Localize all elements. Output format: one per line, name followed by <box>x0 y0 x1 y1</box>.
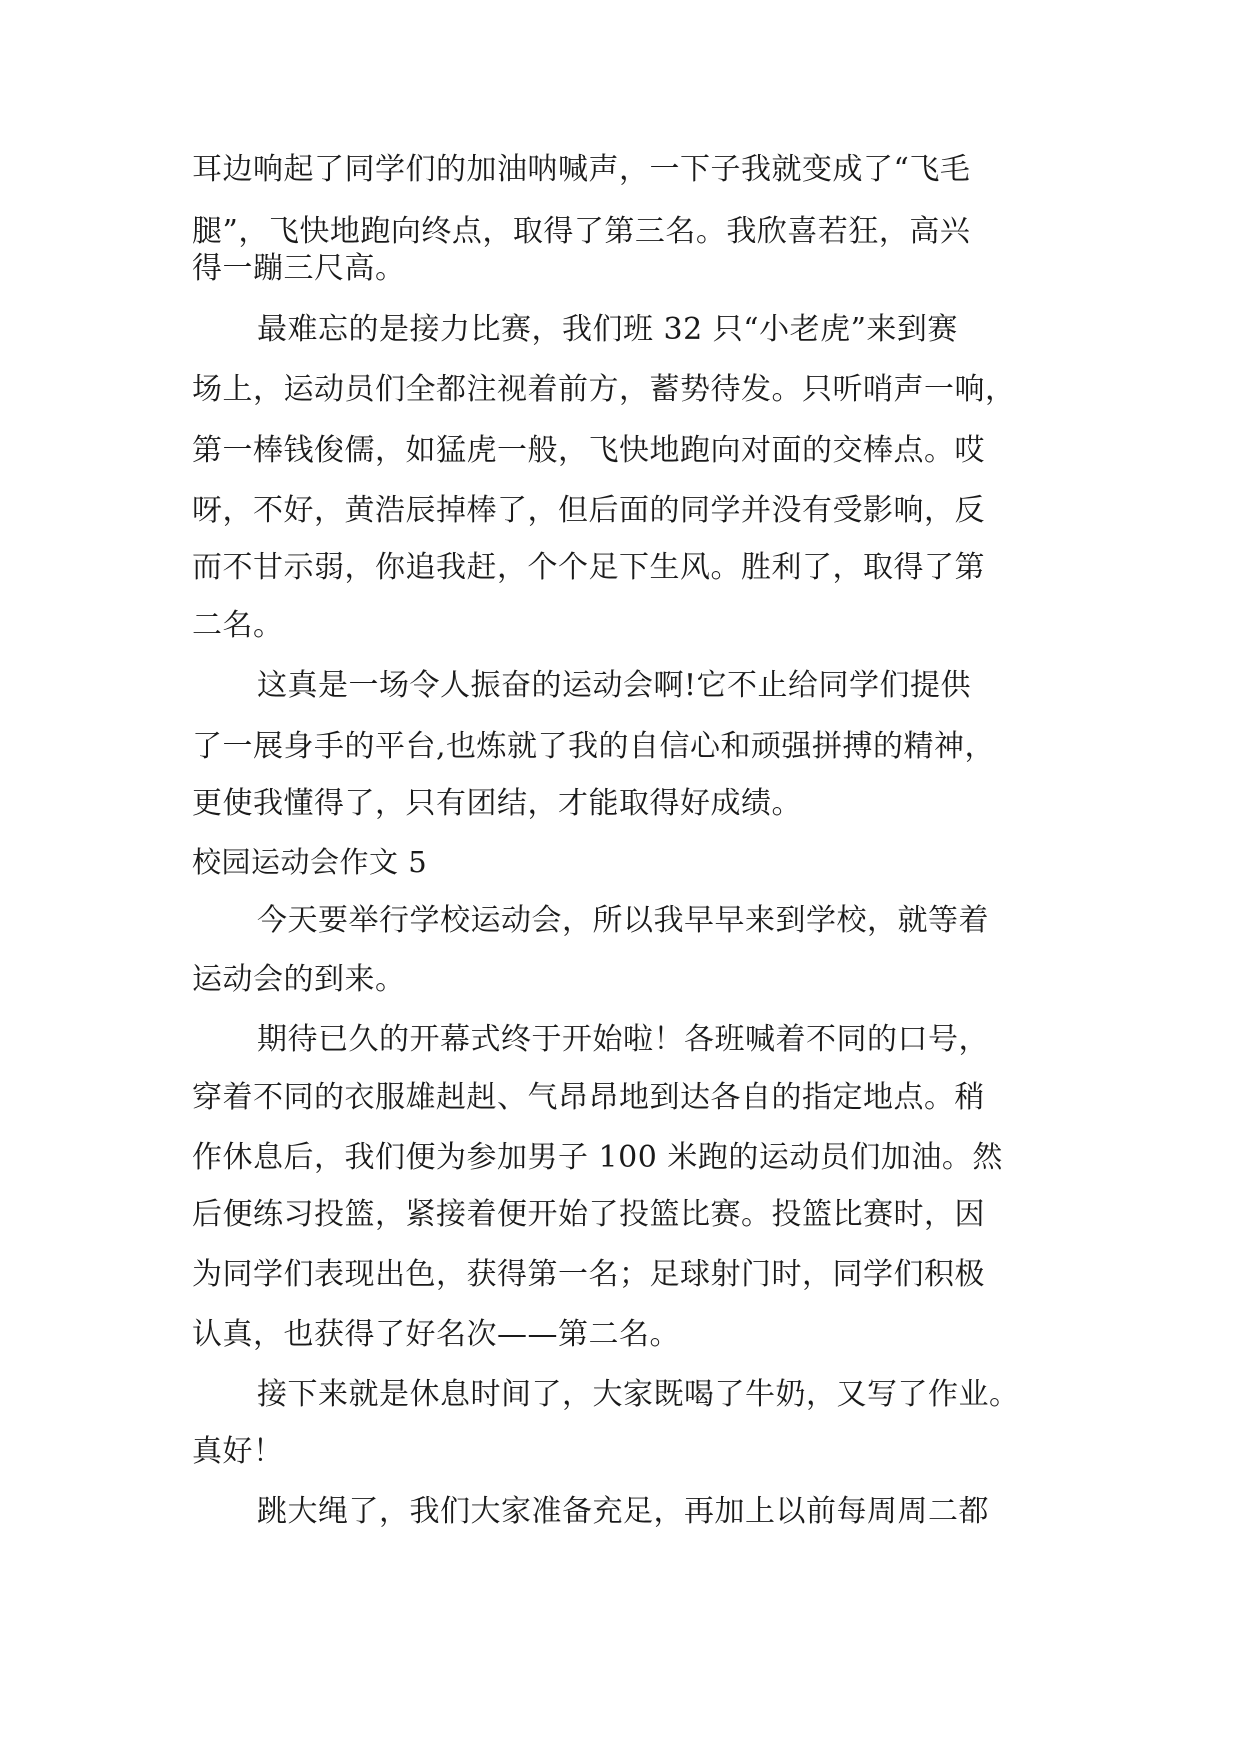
text-line: 最难忘的是接力比赛，我们班 32 只“小老虎”来到赛 <box>257 312 958 347</box>
text-line: 作休息后，我们便为参加男子 100 米跑的运动员们加油。然 <box>192 1140 1003 1175</box>
text-line: 场上，运动员们全都注视着前方，蓄势待发。只听哨声一响， <box>192 372 1016 407</box>
text-line: 更使我懂得了，只有团结，才能取得好成绩。 <box>192 786 802 821</box>
text-line: 穿着不同的衣服雄赳赳、气昂昂地到达各自的指定地点。稍 <box>192 1080 985 1115</box>
text-line: 腿”，飞快地跑向终点，取得了第三名。我欣喜若狂，高兴 <box>192 214 971 249</box>
text-line: 后便练习投篮，紧接着便开始了投篮比赛。投篮比赛时，因 <box>192 1197 985 1232</box>
text-line: 二名。 <box>192 608 284 643</box>
text-line: 了一展身手的平台,也炼就了我的自信心和顽强拼搏的精神， <box>192 729 996 764</box>
text-line: 运动会的到来。 <box>192 962 406 997</box>
text-line: 第一棒钱俊儒，如猛虎一般，飞快地跑向对面的交棒点。哎 <box>192 433 985 468</box>
text-line: 真好！ <box>192 1434 284 1469</box>
section-heading: 校园运动会作文 5 <box>192 845 428 879</box>
text-line: 期待已久的开幕式终于开始啦！各班喊着不同的口号， <box>257 1022 989 1057</box>
text-line: 跳大绳了，我们大家准备充足，再加上以前每周周二都 <box>257 1494 989 1529</box>
text-line: 呀，不好，黄浩辰掉棒了，但后面的同学并没有受影响，反 <box>192 493 985 528</box>
text-line: 接下来就是休息时间了，大家既喝了牛奶，又写了作业。 <box>257 1377 1020 1412</box>
text-line: 耳边响起了同学们的加油呐喊声，一下子我就变成了“飞毛 <box>192 152 971 187</box>
text-line: 今天要举行学校运动会，所以我早早来到学校，就等着 <box>257 903 989 938</box>
text-line: 认真，也获得了好名次——第二名。 <box>192 1317 680 1352</box>
text-line: 为同学们表现出色，获得第一名；足球射门时，同学们积极 <box>192 1257 985 1292</box>
text-line: 得一蹦三尺高。 <box>192 251 406 286</box>
text-line: 而不甘示弱，你追我赶，个个足下生风。胜利了，取得了第 <box>192 550 985 585</box>
text-line: 这真是一场令人振奋的运动会啊!它不止给同学们提供 <box>257 668 972 703</box>
